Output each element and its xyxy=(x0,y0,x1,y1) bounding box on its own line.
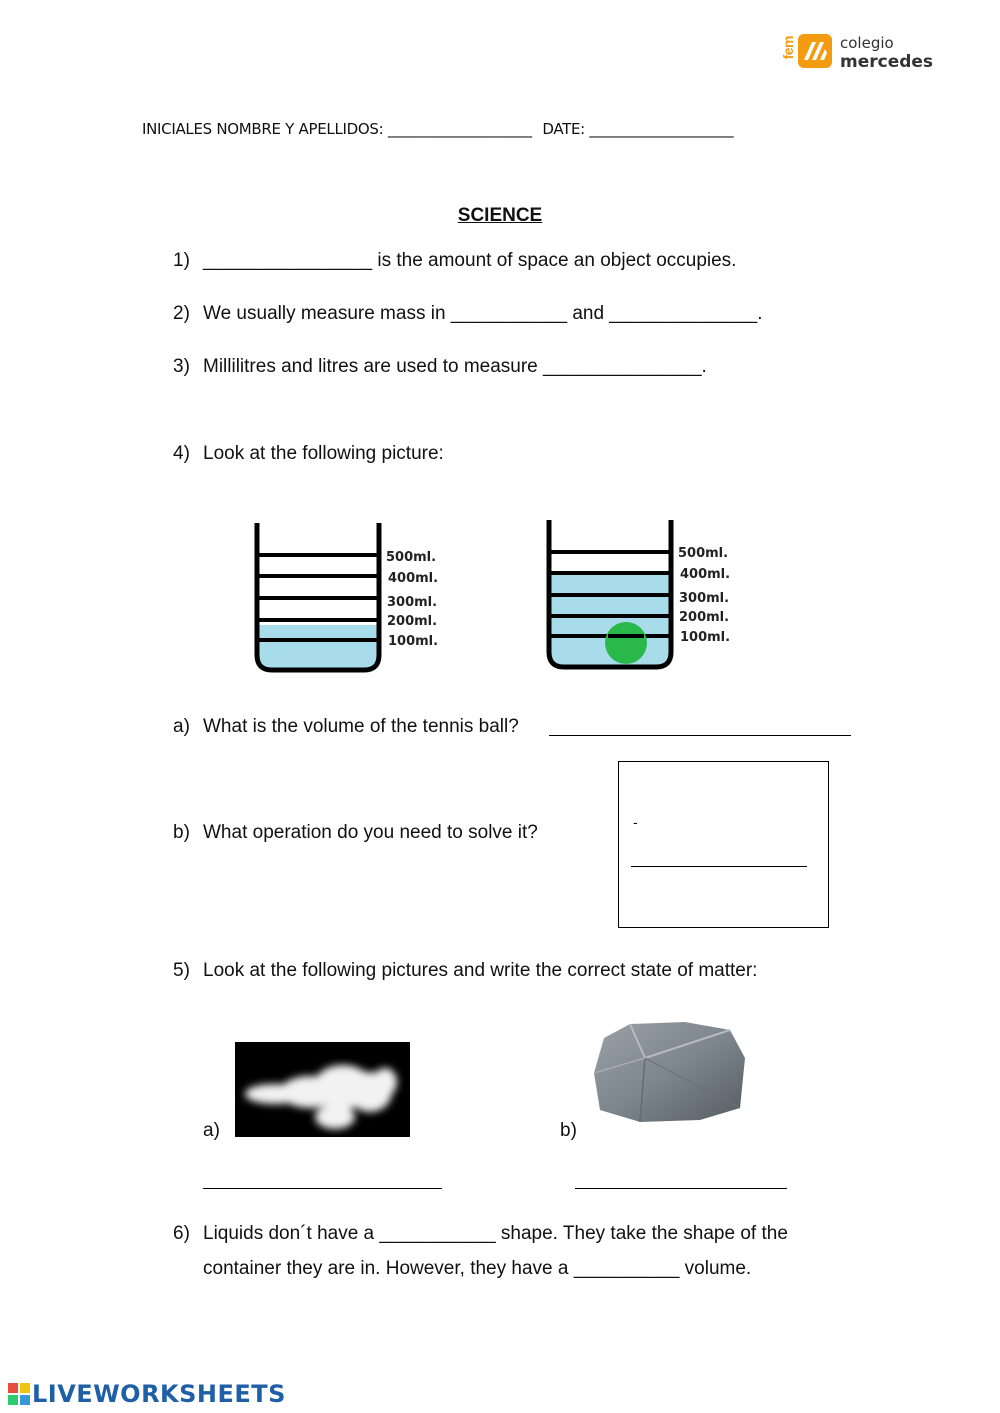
page-title: SCIENCE xyxy=(457,205,543,226)
date-field[interactable]: ____________________ xyxy=(589,120,734,138)
right-mark-300: 300ml. xyxy=(679,591,730,606)
q6-line1: Liquids don´t have a ___________ shape. They take the shape of the xyxy=(203,1223,788,1244)
q1-text: ________________ is the amount of space an object occupies. xyxy=(203,250,737,271)
q4-number: 4) xyxy=(173,443,190,464)
beakers-figure xyxy=(240,515,760,680)
q2-number: 2) xyxy=(173,303,190,324)
operation-result-field[interactable] xyxy=(631,866,807,867)
q4a-answer-field[interactable] xyxy=(549,735,851,736)
footer-brand-text: LIVEWORKSHEETS xyxy=(32,1380,286,1408)
name-field[interactable]: ____________________ xyxy=(387,120,532,138)
q2-text: We usually measure mass in ___________ and ______________. xyxy=(203,303,763,324)
q5b-label: b) xyxy=(560,1120,577,1141)
q6-number: 6) xyxy=(173,1223,190,1244)
footer-brand xyxy=(8,1380,286,1410)
q4b-text: What operation do you need to solve it? xyxy=(203,822,538,843)
right-beaker xyxy=(549,520,730,667)
right-mark-100: 100ml. xyxy=(680,630,731,645)
name-label: INICIALES NOMBRE Y APELLIDOS: xyxy=(142,120,384,138)
liveworksheets-logo-icon xyxy=(8,1383,30,1405)
minus-sign: - xyxy=(633,814,638,830)
right-mark-200: 200ml. xyxy=(679,610,730,625)
left-mark-300: 300ml. xyxy=(387,595,438,610)
q5-text: Look at the following pictures and write the correct state of matter: xyxy=(203,960,758,981)
right-mark-500: 500ml. xyxy=(678,546,729,561)
rock-image xyxy=(590,1018,750,1126)
left-beaker xyxy=(257,523,438,670)
date-label: DATE: xyxy=(542,120,585,138)
q5-number: 5) xyxy=(173,960,190,981)
q5a-answer-field[interactable] xyxy=(203,1188,442,1189)
logo-mark-icon xyxy=(798,34,832,68)
tennis-ball xyxy=(605,622,647,664)
left-mark-100: 100ml. xyxy=(388,634,439,649)
q1-number: 1) xyxy=(173,250,190,271)
smoke-image xyxy=(235,1042,410,1137)
q4-text: Look at the following picture: xyxy=(203,443,444,464)
q3-number: 3) xyxy=(173,356,190,377)
logo-line2: mercedes xyxy=(840,52,934,72)
q5a-label: a) xyxy=(203,1120,220,1141)
q4b-label: b) xyxy=(173,822,190,843)
q4a-text: What is the volume of the tennis ball? xyxy=(203,716,519,737)
left-mark-400: 400ml. xyxy=(388,571,439,586)
right-mark-400: 400ml. xyxy=(680,567,731,582)
q6-line2: container they are in. However, they have a __________ volume. xyxy=(203,1258,752,1279)
left-mark-500: 500ml. xyxy=(386,550,437,565)
operation-box xyxy=(618,761,829,928)
student-info-line xyxy=(142,120,733,138)
school-logo xyxy=(780,32,934,76)
q4a-label: a) xyxy=(173,716,190,737)
logo-fem-text: fem xyxy=(780,36,796,60)
logo-line1: colegio xyxy=(840,34,894,52)
left-mark-200: 200ml. xyxy=(387,614,438,629)
q5b-answer-field[interactable] xyxy=(575,1188,787,1189)
q3-text: Millilitres and litres are used to measure _______________. xyxy=(203,356,707,377)
